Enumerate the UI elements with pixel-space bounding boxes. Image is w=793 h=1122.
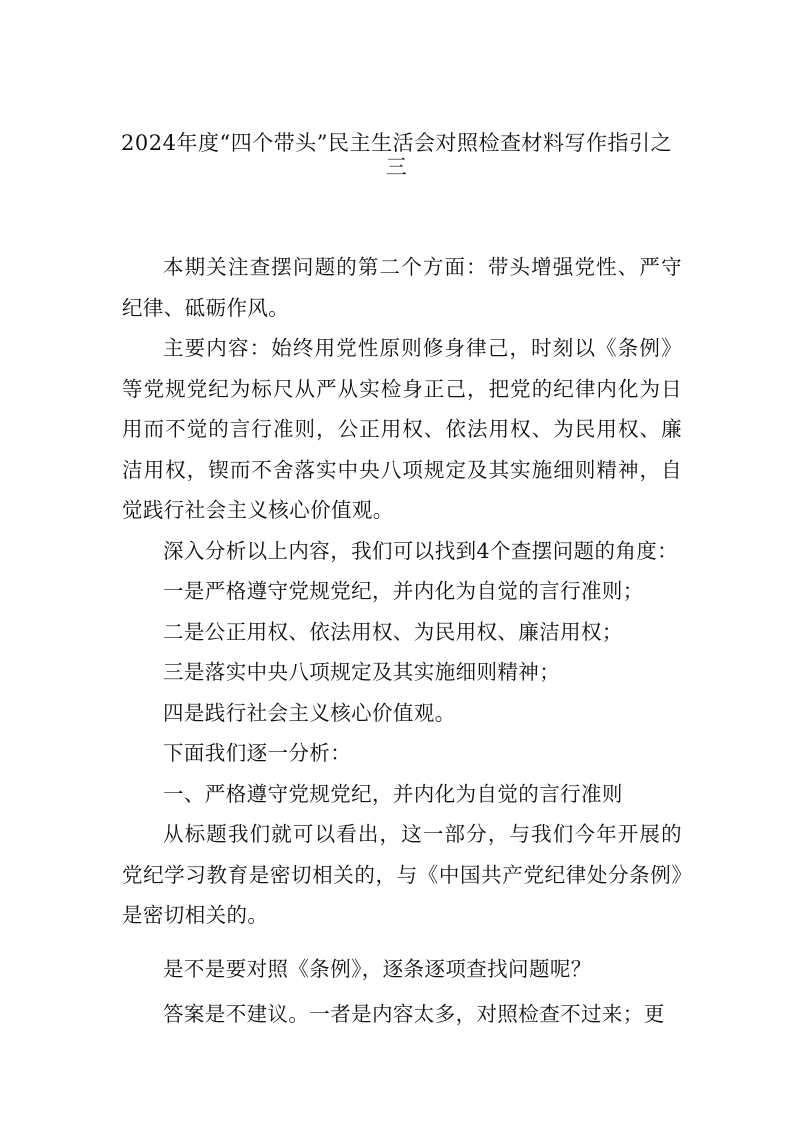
section-heading-1: 一、严格遵守党规党纪，并内化为自觉的言行准则 — [163, 782, 623, 806]
list-item-angle-4: 四是践行社会主义核心价值观。 — [163, 701, 456, 725]
list-item-angle-1: 一是严格遵守党规党纪，并内化为自觉的言行准则； — [163, 579, 644, 603]
paragraph-section-1-body: 从标题我们就可以看出，这一部分，与我们今年开展的党纪学习教育是密切相关的，与《中国共产党纪律处分条例》是密切相关的。 — [122, 822, 682, 927]
paragraph-focus: 本期关注查摆问题的第二个方面：带头增强党性、严守纪律、砥砺作风。 — [122, 255, 682, 320]
list-item-angle-2: 二是公正用权、依法用权、为民用权、廉洁用权； — [163, 620, 623, 644]
paragraph-analysis-intro: 深入分析以上内容，我们可以找到4个查摆问题的角度： — [163, 539, 679, 563]
document-title-line-1: 2024年度“四个带头”民主生活会对照检查材料写作指引之 — [121, 131, 672, 155]
paragraph-answer: 答案是不建议。一者是内容太多，对照检查不过来；更 — [163, 1002, 665, 1026]
paragraph-analysis-lead: 下面我们逐一分析： — [163, 741, 352, 765]
paragraph-main-content: 主要内容：始终用党性原则修身律己，时刻以《条例》等党规党纪为标尺从严从实检身正己，把党的纪律内化为日用而不觉的言行准则，公正用权、依法用权、为民用权、廉洁用权，锲而不舍落实中央八项规定及其实施细则精神，自觉践行社会主义核心价值观。 — [122, 336, 682, 522]
document-title-line-2: 三 — [385, 155, 408, 179]
list-item-angle-3: 三是落实中央八项规定及其实施细则精神； — [163, 660, 561, 684]
paragraph-question: 是不是要对照《条例》，逐条逐项查找问题呢？ — [163, 957, 592, 981]
